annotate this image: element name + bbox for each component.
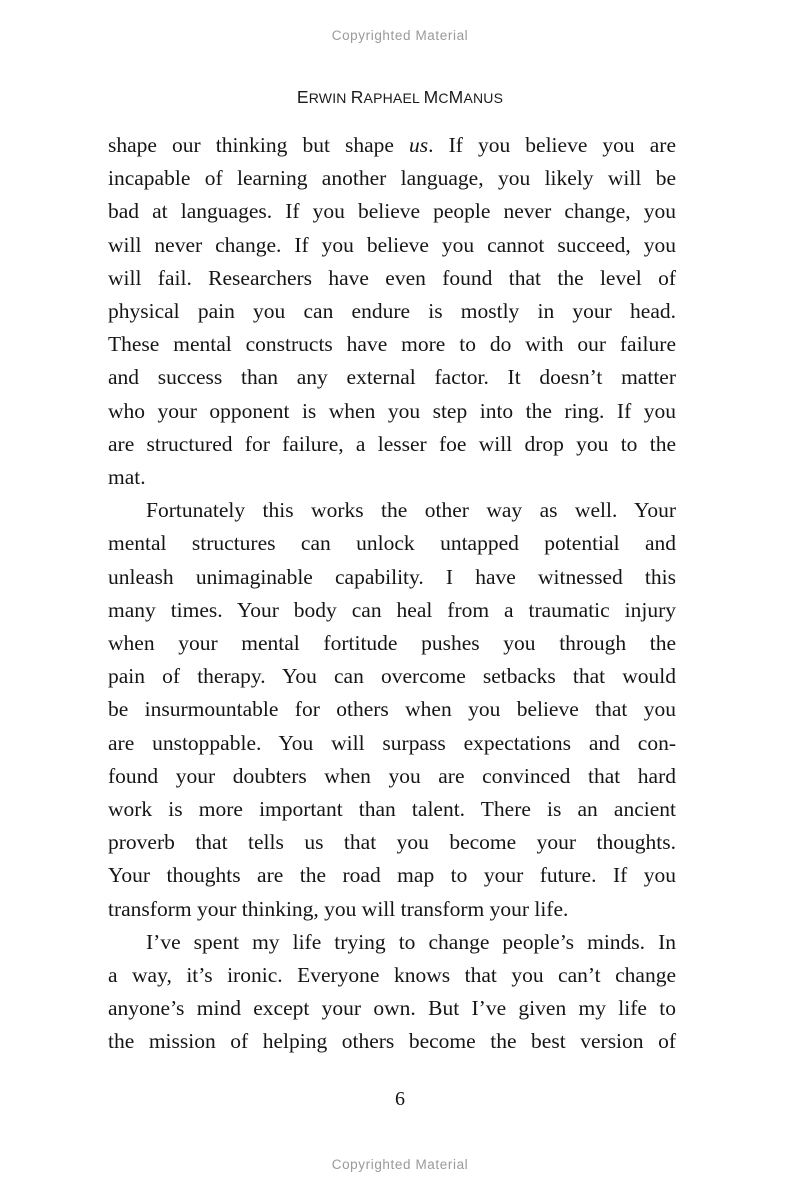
running-head-initial-m2: M [448, 87, 464, 107]
text-line: work is more important than talent. There is an ancient [108, 797, 676, 822]
text-line: mat. [108, 465, 146, 490]
text-line: proverb that tells us that you become your thoughts. [108, 830, 676, 855]
copyright-watermark-bottom: Copyrighted Material [331, 1157, 469, 1172]
text-line: found your doubters when you are convinced that hard [108, 763, 676, 788]
text-line: will never change. If you believe you cannot succeed, you [108, 232, 676, 257]
running-head-initial-e: E [296, 87, 309, 107]
paragraph [108, 926, 676, 1059]
text-line: many times. Your body can heal from a traumatic injury [108, 597, 676, 622]
running-head-rest-erwin: RWIN [308, 90, 347, 106]
running-head-initial-r: R [350, 87, 364, 107]
text-line: the mission of helping others become the best version of [108, 1029, 676, 1054]
running-head-rest-raphael: APHAEL [363, 90, 420, 106]
text-line: Fortunately this works the other way as well. Your [146, 498, 676, 523]
copyright-watermark-top: Copyrighted Material [331, 28, 469, 43]
text-line: These mental constructs have more to do with our failure [108, 332, 676, 357]
running-head-rest-manus: ANUS [463, 90, 504, 106]
text-line: shape our thinking but shape us. If you believe you are [108, 133, 676, 157]
text-line: physical pain you can endure is mostly in your head. [108, 299, 676, 324]
text-line: and success than any external factor. It doesn’t matter [108, 365, 676, 390]
text-line: who your opponent is when you step into the ring. If you [108, 398, 676, 423]
text-line: incapable of learning another language, you likely will be [108, 166, 676, 191]
text-line: a way, it’s ironic. Everyone knows that you can’t change [108, 963, 676, 988]
text-line: when your mental fortitude pushes you through the [108, 631, 676, 656]
text-line: pain of therapy. You can overcome setbacks that would [108, 664, 676, 689]
text-line: will fail. Researchers have even found that the level of [108, 265, 676, 290]
text-line: mental structures can unlock untapped potential and [108, 531, 676, 556]
running-head-rest-mc: C [438, 90, 449, 106]
text-line: I’ve spent my life trying to change people’s minds. In [146, 929, 676, 954]
running-head-initial-m: M [423, 87, 439, 107]
text-line: anyone’s mind except your own. But I’ve given my life to [108, 996, 676, 1021]
paragraph [108, 129, 676, 494]
text-line: are structured for failure, a lesser foe will drop you to the [108, 431, 676, 456]
text-line: are unstoppable. You will surpass expectations and con- [108, 730, 676, 755]
emphasis-word: us [409, 133, 429, 157]
body-text-block [108, 129, 676, 1059]
text-line: Your thoughts are the road map to your future. If you [108, 863, 676, 888]
text-line: bad at languages. If you believe people never change, you [108, 199, 676, 224]
text-line: be insurmountable for others when you believe that you [108, 697, 676, 722]
running-head-author [0, 87, 800, 108]
page-number: 6 [395, 1088, 405, 1110]
paragraph [108, 494, 676, 926]
text-line: transform your thinking, you will transform your life. [108, 896, 569, 921]
text-line: unleash unimaginable capability. I have witnessed this [108, 564, 676, 589]
